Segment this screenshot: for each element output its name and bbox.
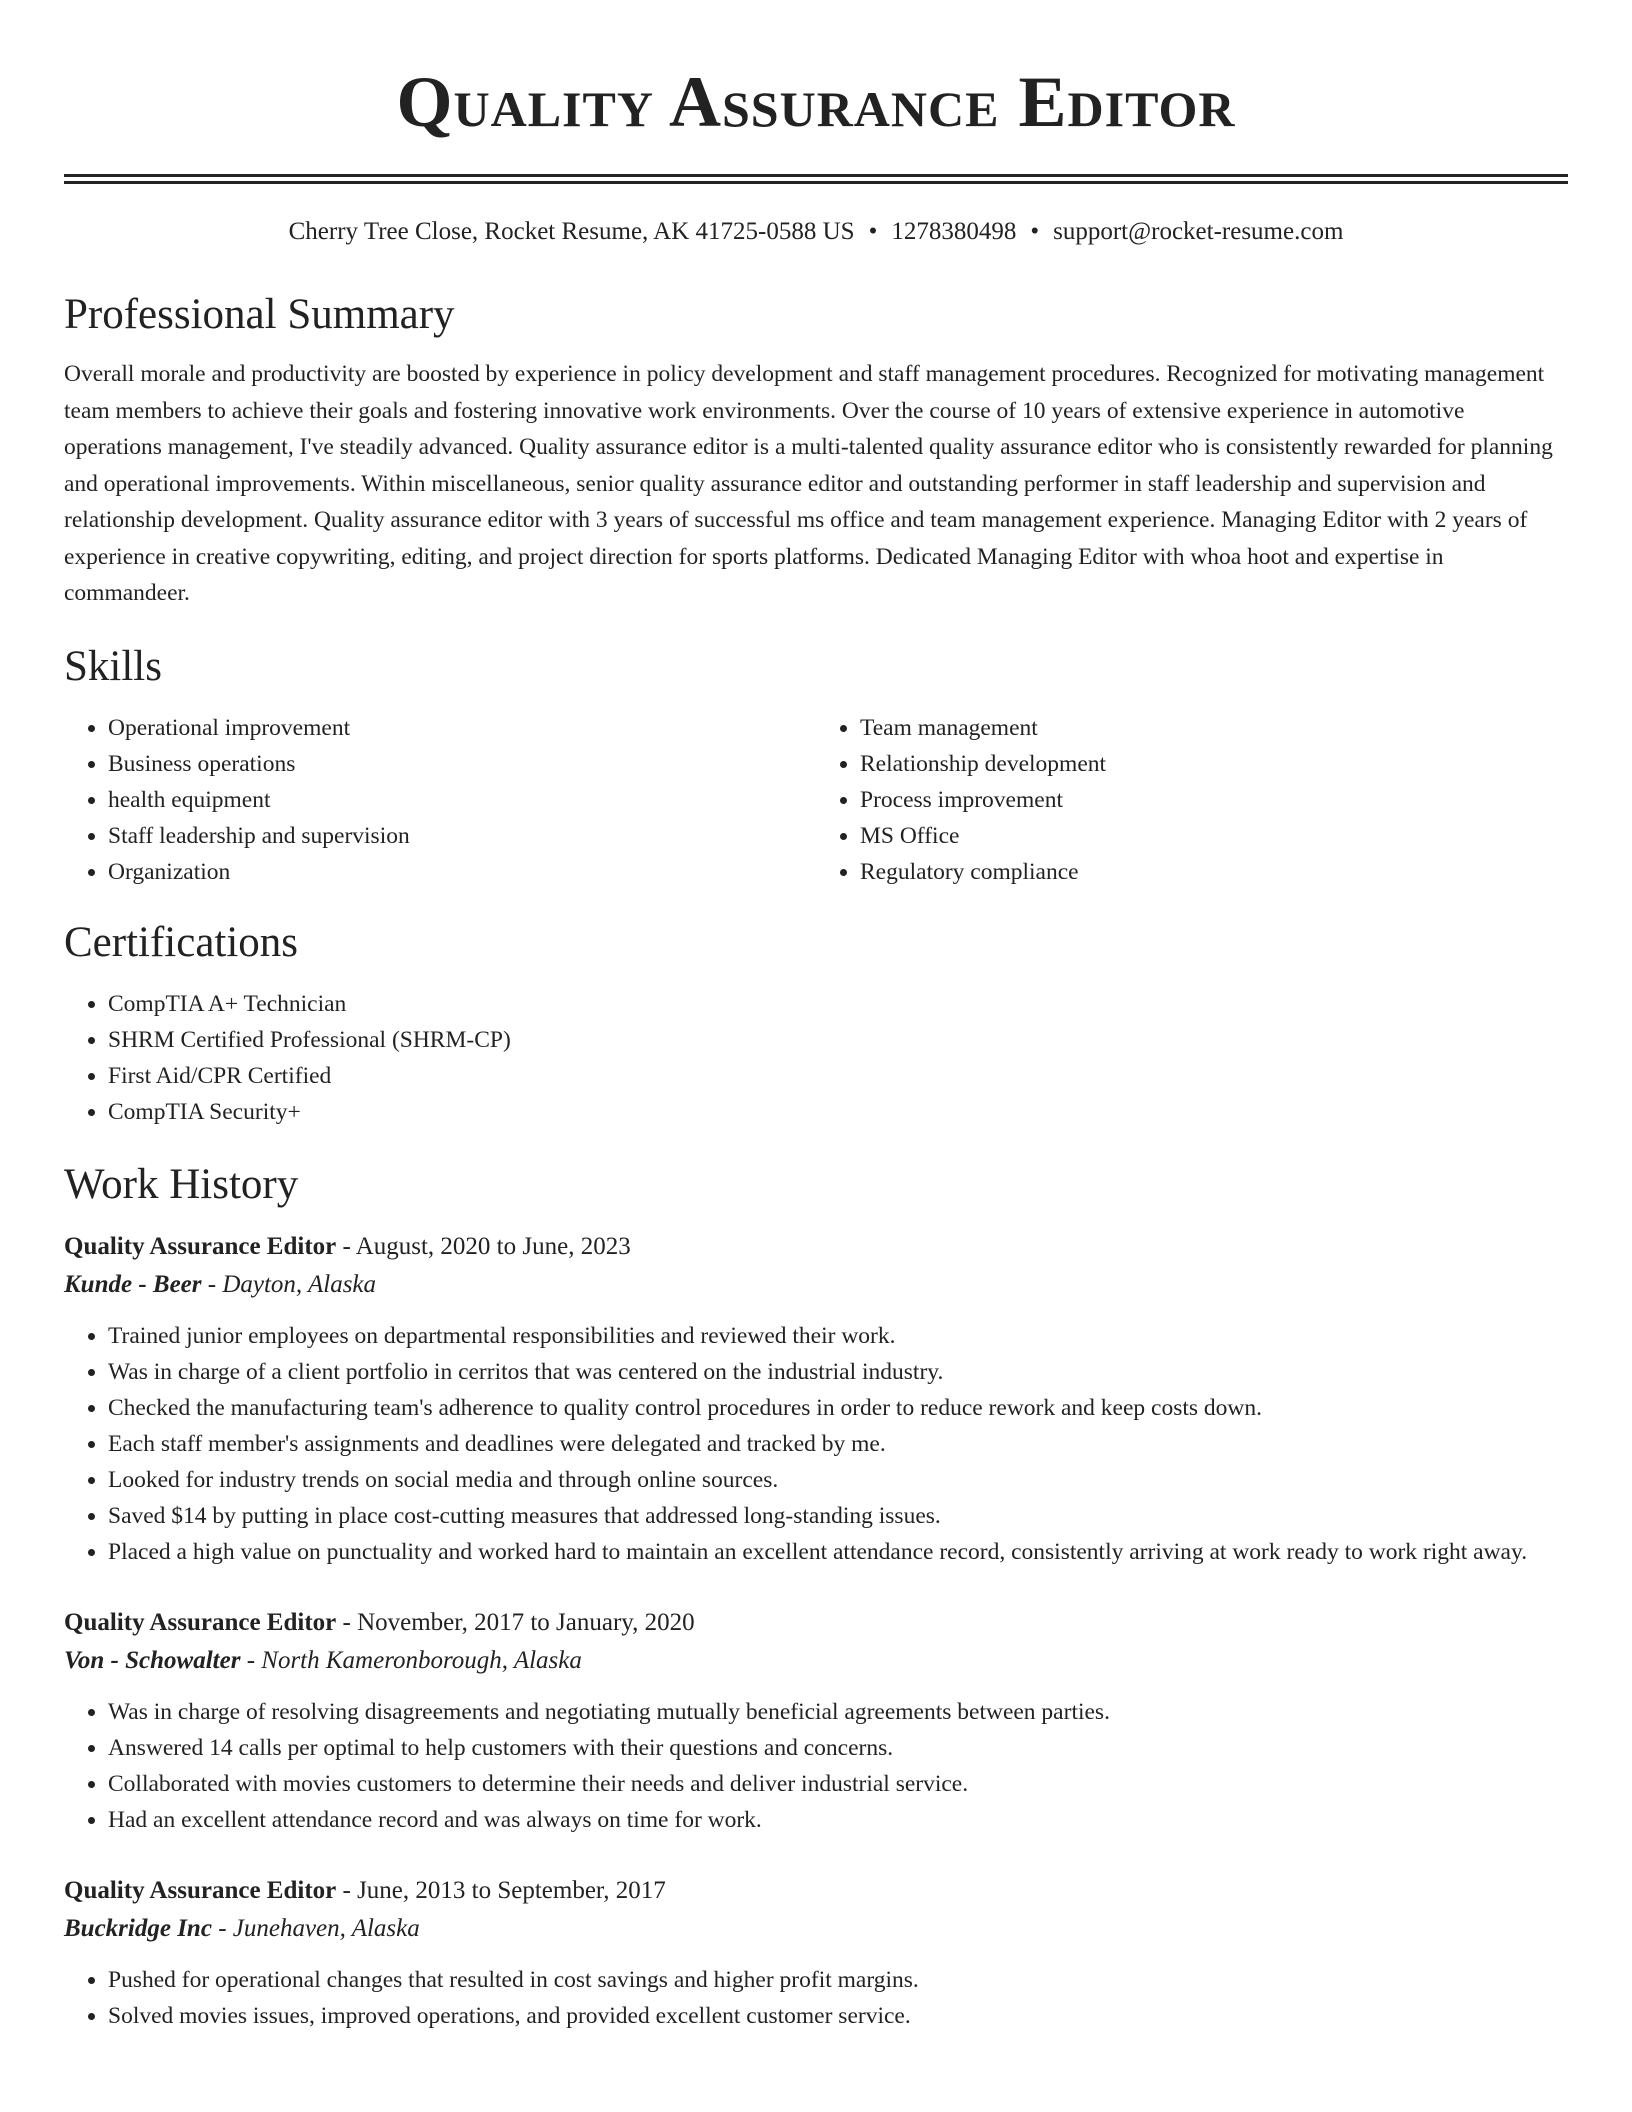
job-company: Buckridge Inc <box>64 1914 212 1942</box>
job-bullet: • Saved $14 by putting in place cost-cutting measures that addressed long-standing issues. <box>108 1498 1568 1534</box>
job-location: Junehaven, Alaska <box>232 1914 420 1942</box>
contact-line <box>64 214 1568 250</box>
job-dates: June, 2013 to September, 2017 <box>357 1876 666 1904</box>
job-dash: - <box>211 1914 233 1942</box>
job-dates: August, 2020 to June, 2023 <box>355 1232 631 1260</box>
certifications-list <box>64 986 1568 1130</box>
skill-item: • Relationship development <box>860 746 1568 782</box>
job-role: Quality Assurance Editor <box>64 1876 337 1904</box>
job-bullet: • Collaborated with movies customers to determine their needs and deliver industrial service. <box>108 1766 1568 1802</box>
contact-separator: • <box>1030 218 1040 245</box>
certifications-heading: Certifications <box>64 918 299 966</box>
job-dash: - <box>336 1608 358 1636</box>
skills-list <box>64 710 1568 890</box>
job-dash: - <box>336 1876 358 1904</box>
skill-item: • Operational improvement <box>108 710 816 746</box>
skills-left-column <box>64 710 816 890</box>
skill-item: • Business operations <box>108 746 816 782</box>
job-role: Quality Assurance Editor <box>64 1608 337 1636</box>
job-bullet: • Checked the manufacturing team's adherence to quality control procedures in order to reduce rework and keep costs down. <box>108 1390 1568 1426</box>
resume-title: Quality Assurance Editor <box>396 62 1236 142</box>
job-entry <box>64 1228 1568 1570</box>
job-bullets <box>64 1962 1568 2034</box>
skill-item: • Regulatory compliance <box>860 854 1568 890</box>
job-title-line <box>64 1872 1568 1910</box>
title-divider <box>64 174 1568 184</box>
job-location: Dayton, Alaska <box>222 1270 377 1298</box>
work-history-heading: Work History <box>64 1160 299 1208</box>
summary-text: Overall morale and productivity are boosted by experience in policy development and staff management procedures. Recognized for motivating management team members to achieve their goals and fostering innovative work environments. Over the course of 10 years of extensive experience in automotive operations management, I've steadily advanced. Quality assurance editor is a multi-talented quality assurance editor who is consistently rewarded for planning and operational improvements. Within miscellaneous, senior quality assurance editor and outstanding performer in staff leadership and supervision and relationship development. Quality assurance editor with 3 years of successful ms office and team management experience. Managing Editor with 2 years of experience in creative copywriting, editing, and project direction for sports platforms. Dedicated Managing Editor with whoa hoot and expertise in commandeer. <box>64 361 1553 606</box>
job-company-line <box>64 1266 1568 1304</box>
job-bullet: • Looked for industry trends on social media and through online sources. <box>108 1462 1568 1498</box>
summary-heading: Professional Summary <box>64 291 455 338</box>
contact-separator: • <box>868 218 878 245</box>
job-dash: - <box>201 1270 223 1298</box>
job-location: North Kameronborough, Alaska <box>261 1646 582 1674</box>
job-bullet: • Pushed for operational changes that resulted in cost savings and higher profit margins. <box>108 1962 1568 1998</box>
skill-item: • Organization <box>108 854 816 890</box>
job-bullet: • Solved movies issues, improved operations, and provided excellent customer service. <box>108 1998 1568 2034</box>
job-company-line <box>64 1642 1568 1680</box>
job-title-line <box>64 1604 1568 1642</box>
job-bullet: • Was in charge of resolving disagreements and negotiating mutually beneficial agreements between parties. <box>108 1694 1568 1730</box>
job-company: Kunde - Beer <box>64 1270 202 1298</box>
job-role: Quality Assurance Editor <box>64 1232 337 1260</box>
certification-item: • SHRM Certified Professional (SHRM-CP) <box>108 1022 1568 1058</box>
contact-email[interactable]: support@rocket-resume.com <box>1053 218 1344 245</box>
skill-item: • health equipment <box>108 782 816 818</box>
job-bullet: • Answered 14 calls per optimal to help customers with their questions and concerns. <box>108 1730 1568 1766</box>
skill-item: • Process improvement <box>860 782 1568 818</box>
skills-right-column <box>816 710 1568 890</box>
job-company-line <box>64 1910 1568 1948</box>
job-entry <box>64 1872 1568 2034</box>
job-bullet: • Each staff member's assignments and deadlines were delegated and tracked by me. <box>108 1426 1568 1462</box>
certification-item: • CompTIA A+ Technician <box>108 986 1568 1022</box>
contact-address: Cherry Tree Close, Rocket Resume, AK 41725-0588 US <box>288 218 855 245</box>
skill-item: • Staff leadership and supervision <box>108 818 816 854</box>
job-bullet: • Had an excellent attendance record and was always on time for work. <box>108 1802 1568 1838</box>
job-dates: November, 2017 to January, 2020 <box>357 1608 695 1636</box>
job-bullet: • Was in charge of a client portfolio in cerritos that was centered on the industrial industry. <box>108 1354 1568 1390</box>
job-dash: - <box>336 1232 356 1260</box>
skills-heading: Skills <box>64 642 162 690</box>
job-company: Von - Schowalter <box>64 1646 241 1674</box>
job-bullet: • Placed a high value on punctuality and worked hard to maintain an excellent attendance record, consistently arriving at work ready to work right away. <box>108 1534 1568 1570</box>
skill-item: • Team management <box>860 710 1568 746</box>
job-bullets <box>64 1318 1568 1570</box>
job-bullet: • Trained junior employees on departmental responsibilities and reviewed their work. <box>108 1318 1568 1354</box>
certification-item: • First Aid/CPR Certified <box>108 1058 1568 1094</box>
job-entry <box>64 1604 1568 1838</box>
job-dash: - <box>240 1646 262 1674</box>
contact-phone: 1278380498 <box>891 218 1017 245</box>
certification-item: • CompTIA Security+ <box>108 1094 1568 1130</box>
job-title-line <box>64 1228 1568 1266</box>
skill-item: • MS Office <box>860 818 1568 854</box>
job-bullets <box>64 1694 1568 1838</box>
